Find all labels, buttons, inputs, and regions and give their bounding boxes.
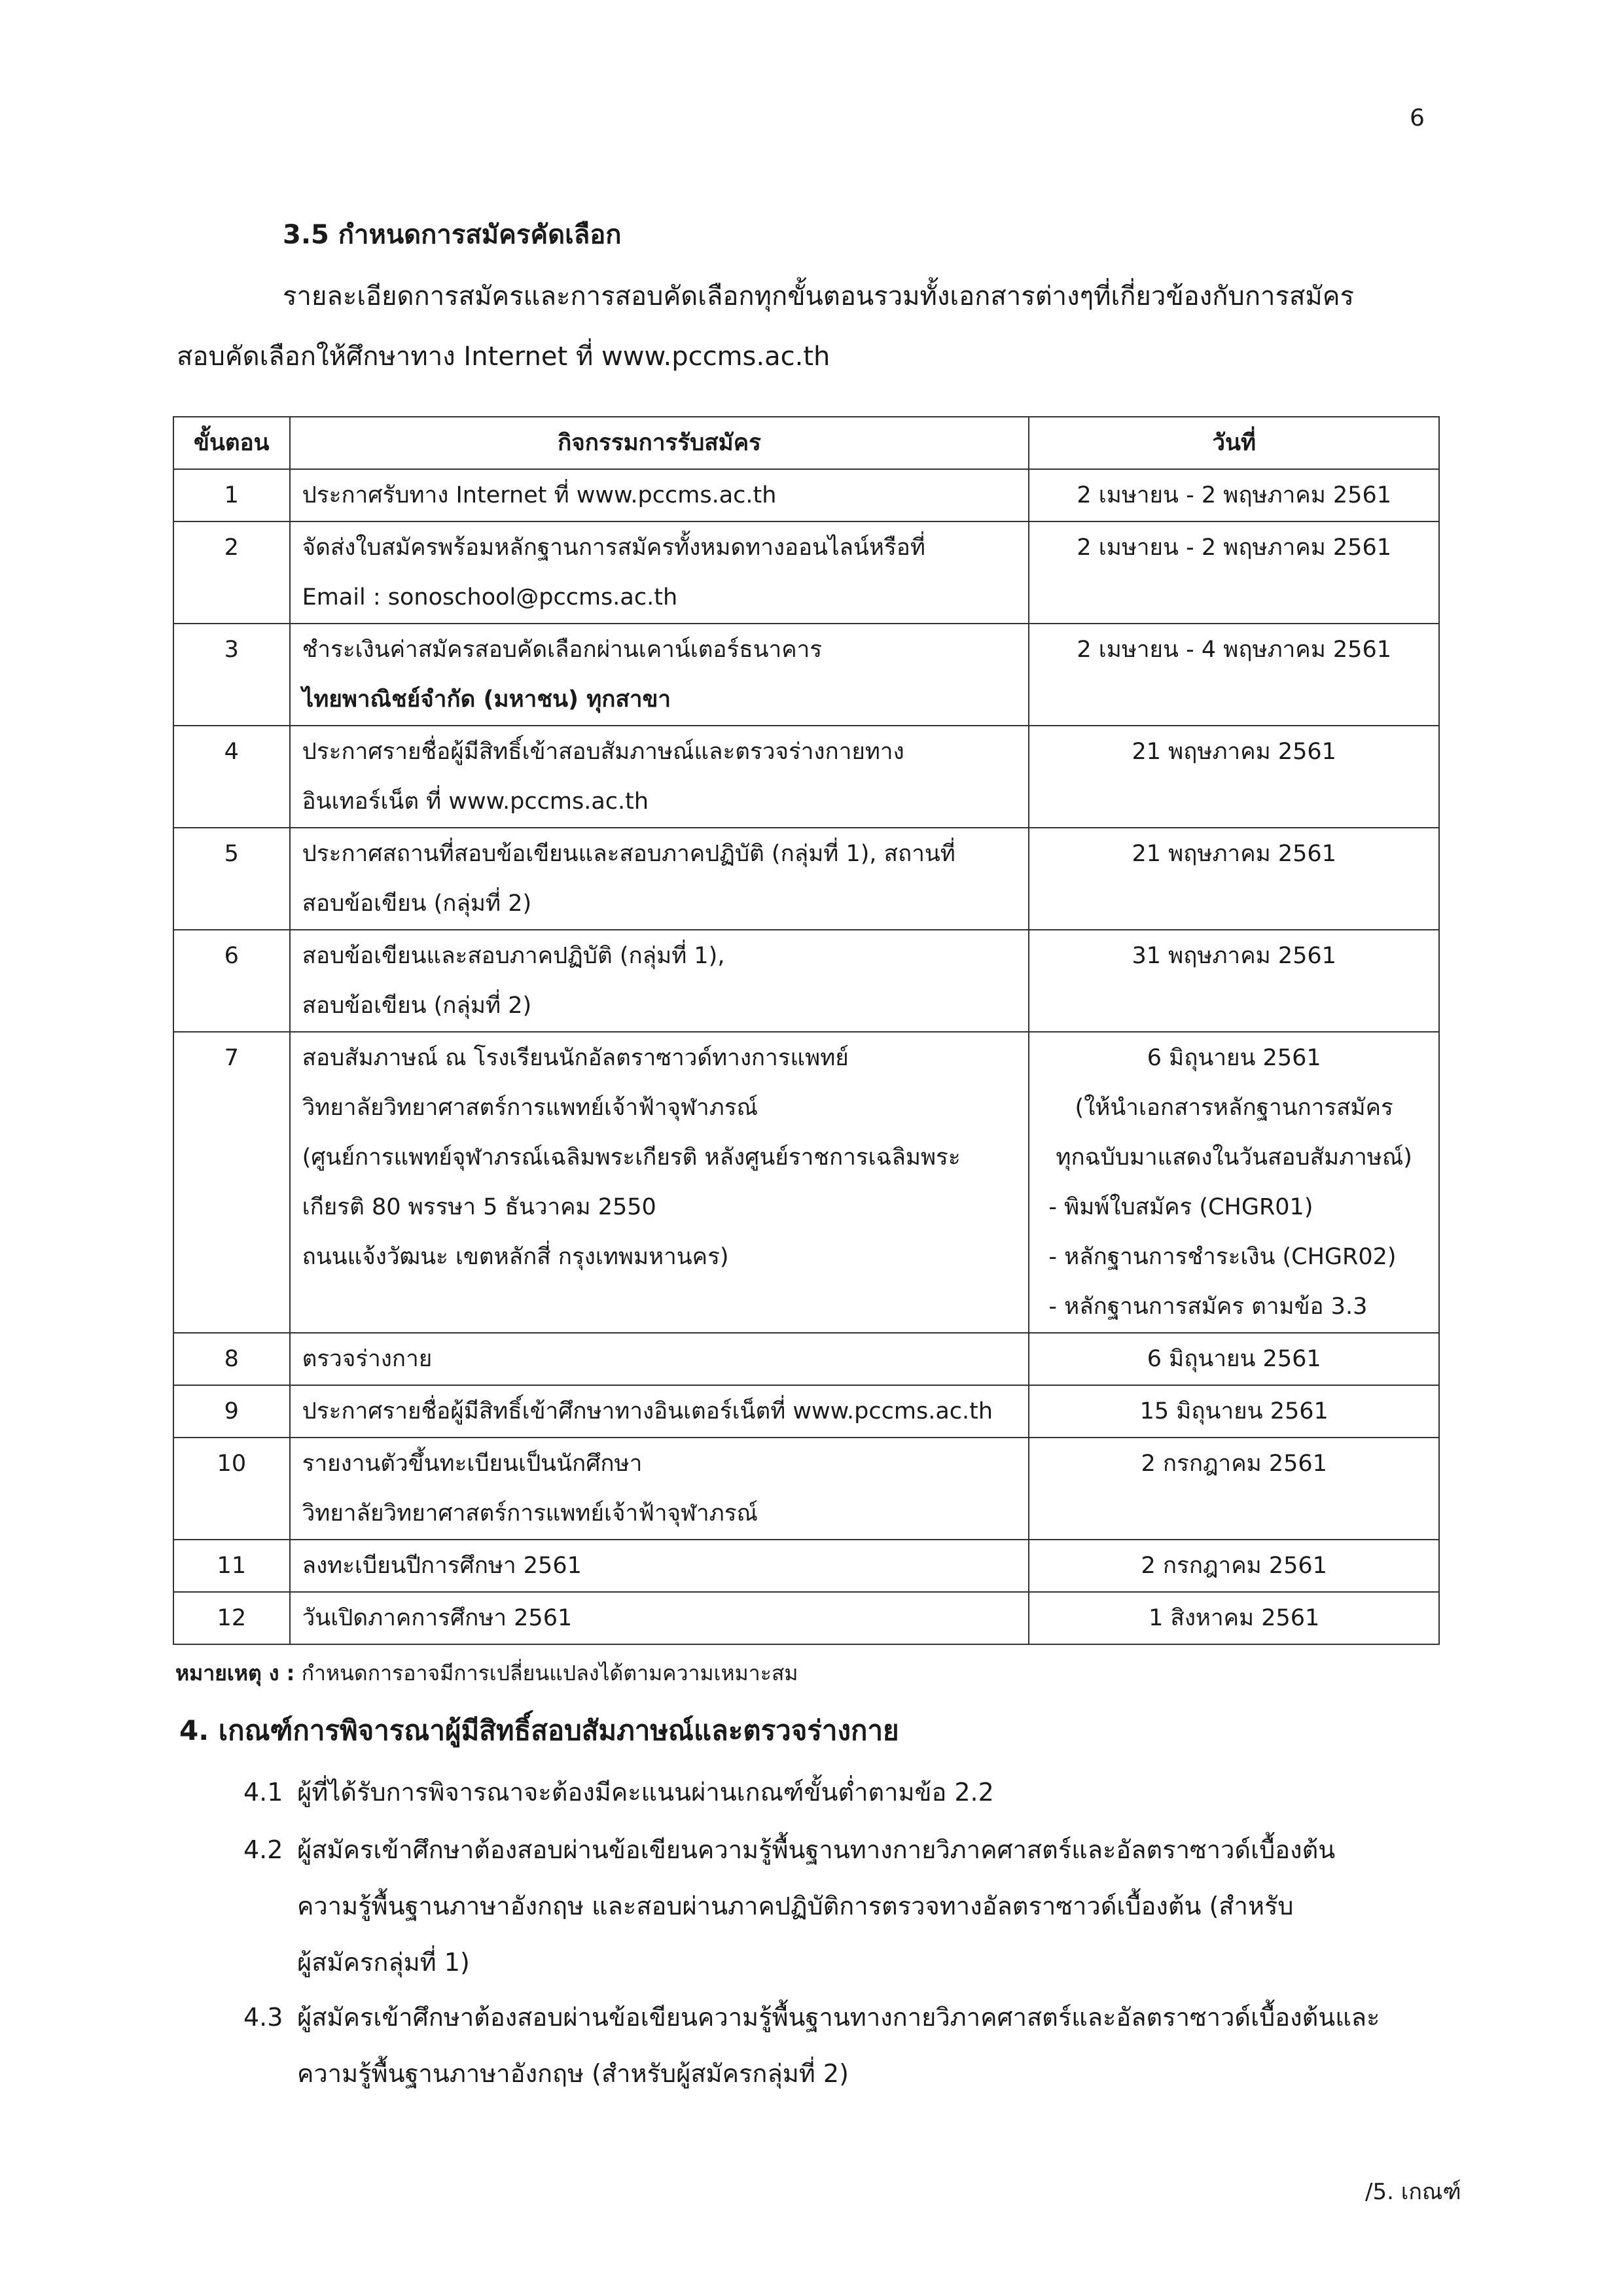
activity-cell xyxy=(290,469,1029,521)
date-cell xyxy=(1029,1592,1439,1644)
activity-line: วิทยาลัยวิทยาศาสตร์การแพทย์เจ้าฟ้าจุฬาภรณ์ xyxy=(302,1095,758,1121)
date-line: ทุกฉบับมาแสดงในวันสอบสัมภาษณ์) xyxy=(1056,1144,1412,1171)
activity-cell xyxy=(290,1385,1029,1438)
activity-line: ตรวจร่างกาย xyxy=(302,1346,433,1372)
table-row xyxy=(173,521,1439,624)
activity-line: จัดส่งใบสมัครพร้อมหลักฐานการสมัครทั้งหมดทางออนไลน์หรือที่ xyxy=(302,535,925,561)
table-row xyxy=(173,1333,1439,1385)
activity-line: ชำระเงินค่าสมัครสอบคัดเลือกผ่านเคาน์เตอร์ธนาคาร xyxy=(302,637,823,663)
date-cell xyxy=(1029,930,1439,1032)
intro-line-1: รายละเอียดการสมัครและการสอบคัดเลือกทุกขั้นตอนรวมทั้งเอกสารต่างๆที่เกี่ยวข้องกับการสมัคร xyxy=(283,281,1355,311)
date-line: 2 เมษายน - 2 พฤษภาคม 2561 xyxy=(1077,535,1391,561)
date-cell xyxy=(1029,1333,1439,1385)
step-cell: 8 xyxy=(173,1333,290,1385)
table-header-row xyxy=(173,417,1439,469)
activity-line: วันเปิดภาคการศึกษา 2561 xyxy=(302,1605,573,1631)
required-document-item: - พิมพ์ใบสมัคร (CHGR01) xyxy=(1048,1194,1313,1220)
step-cell: 5 xyxy=(173,828,290,930)
activity-line: ประกาศรายชื่อผู้มีสิทธิ์เข้าศึกษาทางอินเตอร์เน็ตที่ www.pccms.ac.th xyxy=(302,1398,993,1424)
date-line: (ให้นำเอกสารหลักฐานการสมัคร xyxy=(1075,1095,1393,1121)
activity-line: สอบข้อเขียนและสอบภาคปฏิบัติ (กลุ่มที่ 1), xyxy=(302,943,725,969)
date-line: 6 มิถุนายน 2561 xyxy=(1147,1346,1321,1372)
step-cell: 1 xyxy=(173,469,290,521)
activity-cell xyxy=(290,521,1029,624)
date-cell xyxy=(1029,624,1439,726)
activity-line: สอบสัมภาษณ์ ณ โรงเรียนนักอัลตราซาวด์ทางการแพทย์ xyxy=(302,1045,849,1071)
date-cell xyxy=(1029,521,1439,624)
criterion-line: ผู้ที่ได้รับการพิจารณาจะต้องมีคะแนนผ่านเกณฑ์ขั้นต่ำตามข้อ 2.2 xyxy=(297,1778,994,1807)
section-heading-4: 4. เกณฑ์การพิจารณาผู้มีสิทธิ์สอบสัมภาษณ์และตรวจร่างกาย xyxy=(179,1714,899,1746)
table-row xyxy=(173,469,1439,521)
step-cell: 4 xyxy=(173,726,290,828)
step-cell: 2 xyxy=(173,521,290,624)
criterion-4-2 xyxy=(243,1822,1435,1990)
date-line: 2 เมษายน - 2 พฤษภาคม 2561 xyxy=(1077,482,1391,508)
activity-cell xyxy=(290,1032,1029,1333)
continuation-footer: /5. เกณฑ์ xyxy=(1365,2179,1461,2205)
date-cell xyxy=(1029,1032,1439,1333)
activity-line: อินเทอร์เน็ต ที่ www.pccms.ac.th xyxy=(302,788,649,815)
header-step: ขั้นตอน xyxy=(173,417,290,469)
note-label: หมายเหตุ ง : xyxy=(175,1661,295,1686)
activity-cell xyxy=(290,1333,1029,1385)
date-line: 21 พฤษภาคม 2561 xyxy=(1132,739,1336,765)
activity-line: ถนนแจ้งวัฒนะ เขตหลักสี่ กรุงเทพมหานคร) xyxy=(302,1244,729,1270)
date-line: 2 เมษายน - 4 พฤษภาคม 2561 xyxy=(1077,637,1391,663)
date-cell xyxy=(1029,1438,1439,1540)
activity-line: ประกาศรับทาง Internet ที่ www.pccms.ac.th xyxy=(302,482,777,508)
activity-line-bank: ไทยพาณิชย์จำกัด (มหาชน) ทุกสาขา xyxy=(302,686,671,713)
criterion-line: ผู้สมัครกลุ่มที่ 1) xyxy=(297,1948,470,1977)
required-document-item: - หลักฐานการสมัคร ตามข้อ 3.3 xyxy=(1048,1294,1368,1320)
page-number: 6 xyxy=(1410,105,1425,132)
header-date: วันที่ xyxy=(1029,417,1439,469)
schedule-table xyxy=(173,416,1440,1645)
activity-line: รายงานตัวขึ้นทะเบียนเป็นนักศึกษา xyxy=(302,1451,643,1477)
activity-cell xyxy=(290,828,1029,930)
criterion-4-3 xyxy=(243,1989,1435,2102)
criterion-line: ผู้สมัครเข้าศึกษาต้องสอบผ่านข้อเขียนความรู้พื้นฐานทางกายวิภาคศาสตร์และอัลตราซาวด์เบื้องต้น xyxy=(297,1835,1336,1864)
activity-cell xyxy=(290,624,1029,726)
activity-cell xyxy=(290,726,1029,828)
schedule-note xyxy=(175,1657,798,1690)
activity-line: เกียรติ 80 พรรษา 5 ธันวาคม 2550 xyxy=(302,1194,656,1220)
date-cell xyxy=(1029,828,1439,930)
activity-line: ลงทะเบียนปีการศึกษา 2561 xyxy=(302,1553,582,1579)
step-cell: 3 xyxy=(173,624,290,726)
step-cell: 12 xyxy=(173,1592,290,1644)
date-line: 6 มิถุนายน 2561 xyxy=(1147,1045,1321,1071)
activity-line: สอบข้อเขียน (กลุ่มที่ 2) xyxy=(302,891,532,917)
criterion-line: ความรู้พื้นฐานภาษาอังกฤษ (สำหรับผู้สมัครกลุ่มที่ 2) xyxy=(297,2059,849,2088)
activity-line: (ศูนย์การแพทย์จุฬาภรณ์เฉลิมพระเกียรติ หลังศูนย์ราชการเฉลิมพระ xyxy=(302,1144,961,1171)
date-line: 2 กรกฎาคม 2561 xyxy=(1141,1451,1327,1477)
criterion-number: 4.2 xyxy=(243,1835,283,1864)
table-row xyxy=(173,1592,1439,1644)
activity-line: วิทยาลัยวิทยาศาสตร์การแพทย์เจ้าฟ้าจุฬาภรณ์ xyxy=(302,1500,758,1527)
table-row xyxy=(173,1032,1439,1333)
date-line: 31 พฤษภาคม 2561 xyxy=(1132,943,1336,969)
activity-line: สอบข้อเขียน (กลุ่มที่ 2) xyxy=(302,993,532,1019)
note-text: กำหนดการอาจมีการเปลี่ยนแปลงได้ตามความเหมาะสม xyxy=(294,1661,798,1686)
table-row xyxy=(173,828,1439,930)
required-document-item: - หลักฐานการชำระเงิน (CHGR02) xyxy=(1048,1244,1397,1270)
date-cell xyxy=(1029,1540,1439,1592)
date-cell xyxy=(1029,1385,1439,1438)
criterion-4-1 xyxy=(243,1764,1435,1820)
date-cell xyxy=(1029,469,1439,521)
table-row xyxy=(173,1540,1439,1592)
criterion-line: ผู้สมัครเข้าศึกษาต้องสอบผ่านข้อเขียนความรู้พื้นฐานทางกายวิภาคศาสตร์และอัลตราซาวด์เบื้องต้นและ xyxy=(297,2003,1380,2032)
activity-cell xyxy=(290,1540,1029,1592)
step-cell: 11 xyxy=(173,1540,290,1592)
criterion-number: 4.3 xyxy=(243,2003,283,2032)
header-activity: กิจกรรมการรับสมัคร xyxy=(290,417,1029,469)
section-heading-3-5: 3.5 กำหนดการสมัครคัดเลือก xyxy=(283,220,622,250)
table-row xyxy=(173,726,1439,828)
table-row xyxy=(173,1438,1439,1540)
activity-cell xyxy=(290,1438,1029,1540)
activity-cell xyxy=(290,930,1029,1032)
date-cell xyxy=(1029,726,1439,828)
table-row xyxy=(173,624,1439,726)
activity-cell xyxy=(290,1592,1029,1644)
date-line: 1 สิงหาคม 2561 xyxy=(1149,1605,1320,1631)
step-cell: 10 xyxy=(173,1438,290,1540)
step-cell: 6 xyxy=(173,930,290,1032)
table-row xyxy=(173,930,1439,1032)
date-line: 15 มิถุนายน 2561 xyxy=(1139,1398,1329,1424)
step-cell: 7 xyxy=(173,1032,290,1333)
criterion-number: 4.1 xyxy=(243,1778,283,1807)
table-row xyxy=(173,1385,1439,1438)
activity-line: ประกาศสถานที่สอบข้อเขียนและสอบภาคปฏิบัติ (กลุ่มที่ 1), สถานที่ xyxy=(302,841,955,867)
activity-line: ประกาศรายชื่อผู้มีสิทธิ์เข้าสอบสัมภาษณ์และตรวจร่างกายทาง xyxy=(302,739,904,765)
criterion-line: ความรู้พื้นฐานภาษาอังกฤษ และสอบผ่านภาคปฏิบัติการตรวจทางอัลตราซาวด์เบื้องต้น (สำหรับ xyxy=(297,1892,1294,1920)
activity-line: Email : sonoschool@pccms.ac.th xyxy=(302,584,678,610)
date-line: 21 พฤษภาคม 2561 xyxy=(1132,841,1336,867)
date-line: 2 กรกฎาคม 2561 xyxy=(1141,1553,1327,1579)
intro-line-2: สอบคัดเลือกให้ศึกษาทาง Internet ที่ www.pccms.ac.th xyxy=(177,342,830,372)
step-cell: 9 xyxy=(173,1385,290,1438)
